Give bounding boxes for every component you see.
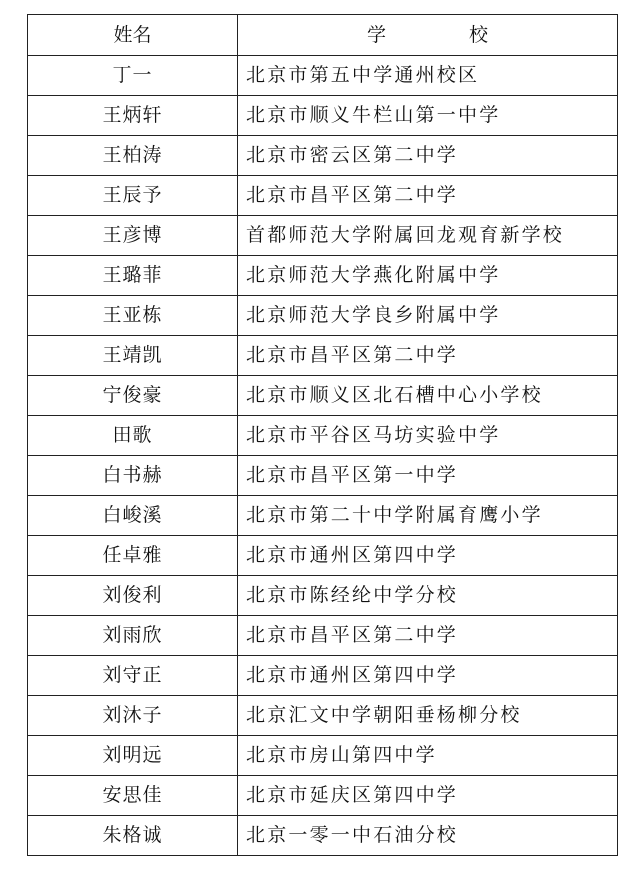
school-column-header xyxy=(238,15,618,56)
table-row xyxy=(28,176,618,216)
table-row xyxy=(28,776,618,816)
student-name-cell: 田歌 xyxy=(28,416,238,456)
table-row xyxy=(28,416,618,456)
school-name-cell: 北京师范大学良乡附属中学 xyxy=(238,296,618,336)
table-row xyxy=(28,736,618,776)
school-column-header-label: 学 校 xyxy=(366,23,520,46)
table-row xyxy=(28,376,618,416)
table-row xyxy=(28,216,618,256)
student-name-cell: 丁一 xyxy=(28,56,238,96)
table-row xyxy=(28,336,618,376)
school-name-cell: 北京师范大学燕化附属中学 xyxy=(238,256,618,296)
student-name-cell: 刘沐子 xyxy=(28,696,238,736)
table-body xyxy=(28,56,618,856)
table-row xyxy=(28,296,618,336)
table-row xyxy=(28,496,618,536)
school-name-cell: 北京市通州区第四中学 xyxy=(238,536,618,576)
student-name-cell: 刘守正 xyxy=(28,656,238,696)
table-row xyxy=(28,96,618,136)
student-name-cell: 王柏涛 xyxy=(28,136,238,176)
table-row xyxy=(28,256,618,296)
school-name-cell: 北京市顺义区北石槽中心小学校 xyxy=(238,376,618,416)
school-name-cell: 北京市平谷区马坊实验中学 xyxy=(238,416,618,456)
school-name-cell: 北京汇文中学朝阳垂杨柳分校 xyxy=(238,696,618,736)
school-name-cell: 北京市第五中学通州校区 xyxy=(238,56,618,96)
school-name-cell: 北京市陈经纶中学分校 xyxy=(238,576,618,616)
school-name-cell: 北京市延庆区第四中学 xyxy=(238,776,618,816)
student-school-table xyxy=(27,14,618,856)
school-name-cell: 北京市顺义牛栏山第一中学 xyxy=(238,96,618,136)
student-name-cell: 安思佳 xyxy=(28,776,238,816)
table-row xyxy=(28,576,618,616)
table-row xyxy=(28,456,618,496)
student-name-cell: 宁俊豪 xyxy=(28,376,238,416)
student-name-cell: 王靖凯 xyxy=(28,336,238,376)
student-name-cell: 刘雨欣 xyxy=(28,616,238,656)
table-row xyxy=(28,696,618,736)
student-name-cell: 白书赫 xyxy=(28,456,238,496)
student-name-cell: 刘明远 xyxy=(28,736,238,776)
student-name-cell: 王亚栋 xyxy=(28,296,238,336)
table-row xyxy=(28,616,618,656)
table-row xyxy=(28,816,618,856)
school-name-cell: 北京市第二十中学附属育鹰小学 xyxy=(238,496,618,536)
student-name-cell: 王炳轩 xyxy=(28,96,238,136)
name-column-header: 姓名 xyxy=(28,15,238,56)
table-row xyxy=(28,536,618,576)
school-name-cell: 北京市昌平区第二中学 xyxy=(238,616,618,656)
school-name-cell: 北京市密云区第二中学 xyxy=(238,136,618,176)
school-name-cell: 北京市昌平区第二中学 xyxy=(238,176,618,216)
table-row xyxy=(28,656,618,696)
school-name-cell: 北京市房山第四中学 xyxy=(238,736,618,776)
header-row xyxy=(28,15,618,56)
school-name-cell: 北京市通州区第四中学 xyxy=(238,656,618,696)
student-name-cell: 刘俊利 xyxy=(28,576,238,616)
student-name-cell: 任卓雅 xyxy=(28,536,238,576)
school-name-cell: 北京市昌平区第二中学 xyxy=(238,336,618,376)
school-name-cell: 首都师范大学附属回龙观育新学校 xyxy=(238,216,618,256)
student-name-cell: 王璐菲 xyxy=(28,256,238,296)
table-row xyxy=(28,56,618,96)
student-name-cell: 白峻溪 xyxy=(28,496,238,536)
student-name-cell: 朱格诚 xyxy=(28,816,238,856)
school-name-cell: 北京一零一中石油分校 xyxy=(238,816,618,856)
table-header xyxy=(28,15,618,56)
table-row xyxy=(28,136,618,176)
student-name-cell: 王辰予 xyxy=(28,176,238,216)
student-name-cell: 王彦博 xyxy=(28,216,238,256)
school-name-cell: 北京市昌平区第一中学 xyxy=(238,456,618,496)
